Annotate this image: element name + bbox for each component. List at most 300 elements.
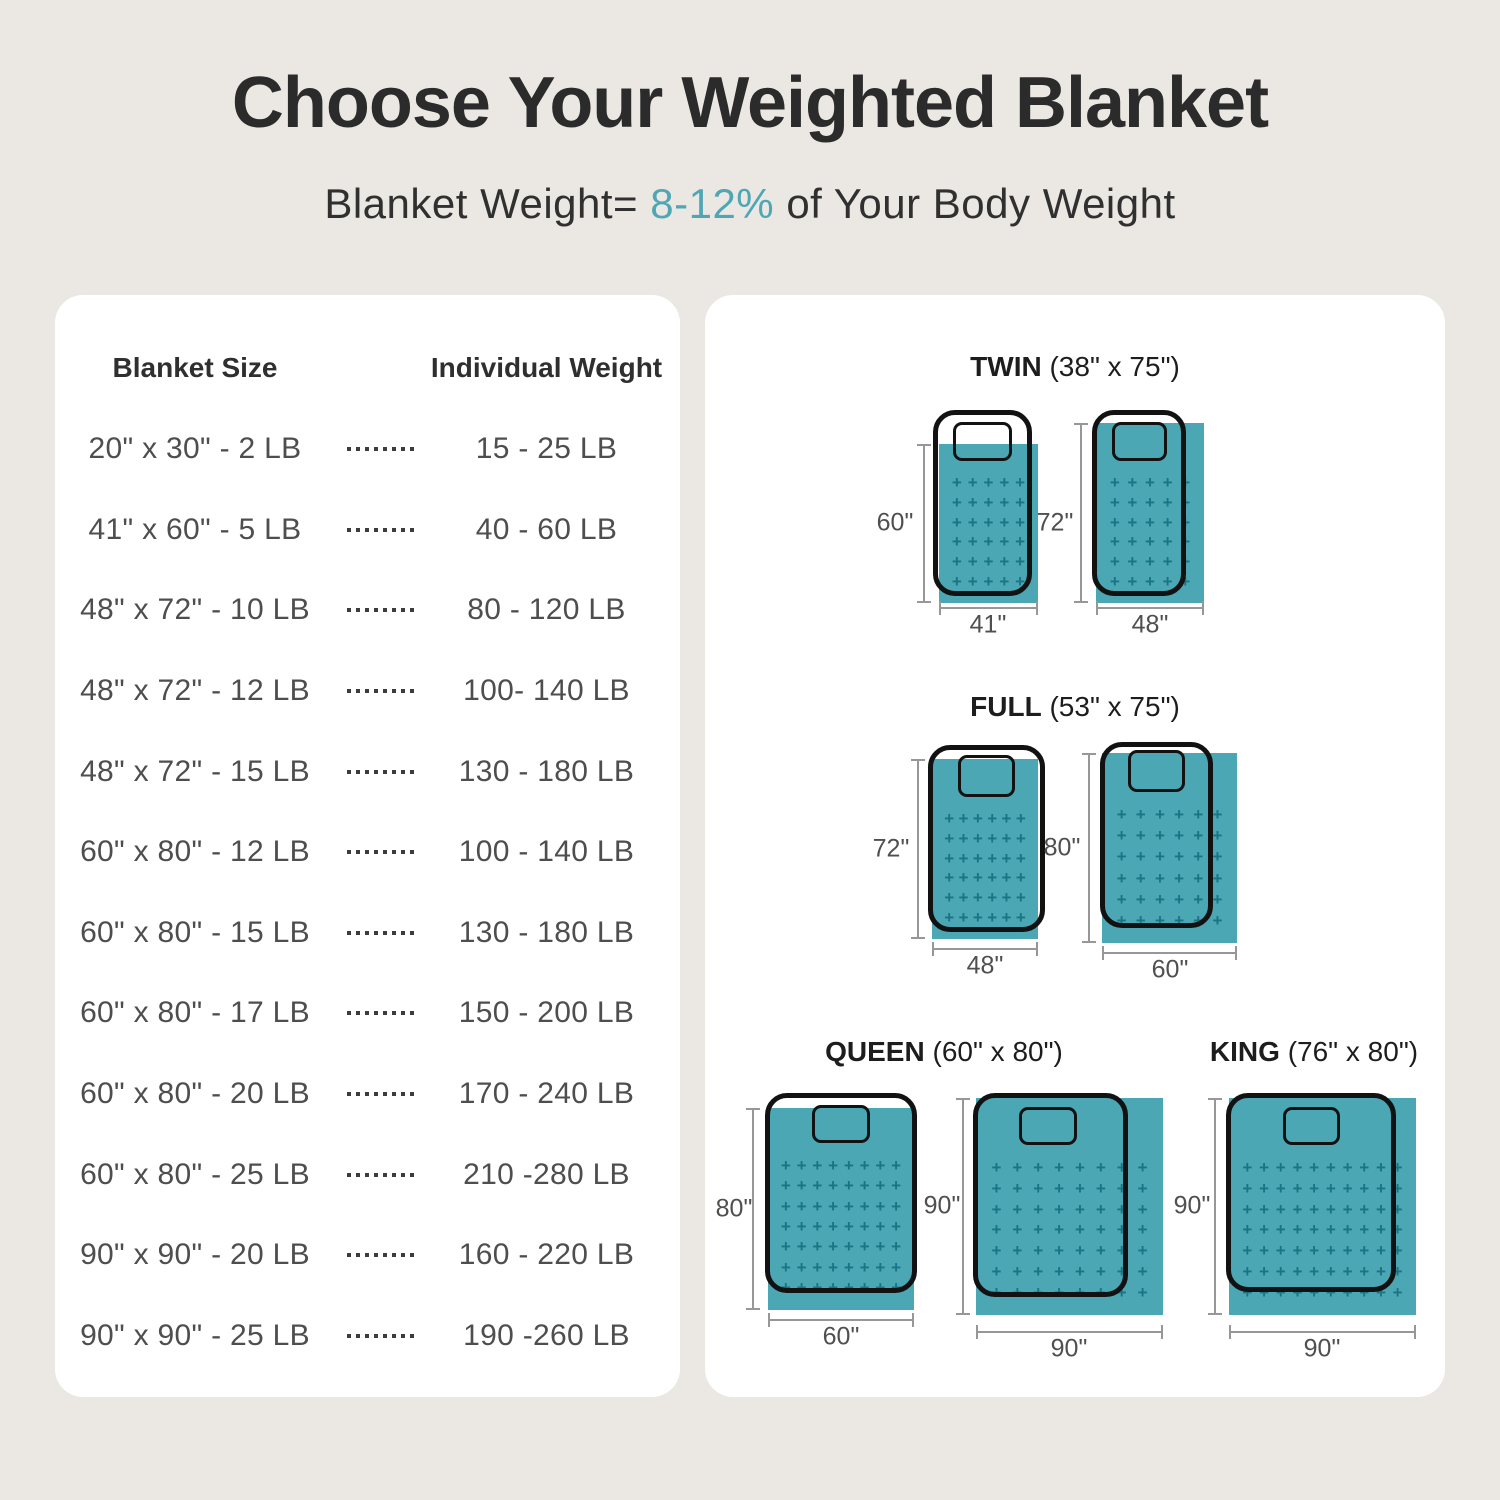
blanket-size-cell: 90" x 90" - 25 LB (80, 1318, 310, 1352)
plus-mark-icon: + (983, 551, 994, 571)
plus-mark-icon: + (859, 1176, 870, 1196)
plus-mark-icon: + (1137, 1199, 1148, 1219)
plus-mark-icon: + (951, 551, 962, 571)
width-dimension-line (1229, 1331, 1416, 1333)
plus-mark-icon: + (1275, 1283, 1286, 1303)
plus-mark-icon: + (843, 1237, 854, 1257)
pillow-outline (1112, 422, 1167, 461)
plus-mark-icon: + (1137, 1262, 1148, 1282)
plus-mark-icon: + (891, 1155, 902, 1175)
plus-mark-icon: + (812, 1216, 823, 1236)
plus-mark-icon: + (1342, 1241, 1353, 1261)
plus-mark-icon: + (972, 907, 983, 927)
subtitle-suffix: of Your Body Weight (774, 180, 1176, 227)
plus-mark-icon: + (1116, 1157, 1127, 1177)
plus-mark-icon: + (796, 1176, 807, 1196)
plus-mark-icon: + (1162, 571, 1173, 591)
dotted-leader (335, 1334, 425, 1338)
plus-mark-icon: + (991, 1199, 1002, 1219)
plus-mark-icon: + (796, 1216, 807, 1236)
individual-weight-cell: 130 - 180 LB (458, 754, 635, 788)
plus-mark-icon: + (983, 492, 994, 512)
plus-mark-icon: + (967, 492, 978, 512)
plus-mark-icon: + (1212, 889, 1223, 909)
plus-mark-icon: + (958, 887, 969, 907)
plus-mark-icon: + (828, 1196, 839, 1216)
plus-mark-icon: + (1242, 1283, 1253, 1303)
plus-mark-icon: + (1012, 1199, 1023, 1219)
plus-mark-icon: + (972, 828, 983, 848)
plus-mark-icon: + (972, 809, 983, 829)
plus-mark-icon: + (1392, 1283, 1403, 1303)
table-row (55, 490, 680, 571)
plus-mark-icon: + (987, 887, 998, 907)
table-row (55, 812, 680, 893)
plus-mark-icon: + (991, 1178, 1002, 1198)
plus-mark-icon: + (1012, 1283, 1023, 1303)
plus-mark-icon: + (859, 1216, 870, 1236)
plus-mark-icon: + (958, 828, 969, 848)
dotted-leader (335, 931, 425, 935)
plus-mark-icon: + (1116, 1220, 1127, 1240)
plus-mark-icon: + (1242, 1220, 1253, 1240)
queen-dims: (60" x 80") (932, 1036, 1063, 1067)
height-dimension-label: 60" (876, 508, 914, 537)
blanket-size-cell: 41" x 60" - 5 LB (88, 512, 302, 546)
plus-mark-icon: + (967, 473, 978, 493)
plus-mark-icon: + (944, 907, 955, 927)
plus-mark-icon: + (1193, 847, 1204, 867)
plus-mark-icon: + (812, 1237, 823, 1257)
plus-mark-icon: + (1054, 1220, 1065, 1240)
plus-mark-icon: + (1145, 473, 1155, 493)
plus-mark-icon: + (780, 1176, 791, 1196)
plus-mark-icon: + (1180, 492, 1191, 512)
plus-mark-icon: + (972, 887, 983, 907)
plus-mark-icon: + (1242, 1199, 1253, 1219)
plus-mark-icon: + (859, 1257, 870, 1277)
plus-mark-icon: + (944, 828, 955, 848)
king-dims: (76" x 80") (1287, 1036, 1419, 1067)
plus-mark-icon: + (1193, 910, 1204, 930)
table-row (55, 1296, 680, 1377)
plus-mark-icon: + (1074, 1241, 1085, 1261)
plus-mark-icon: + (1292, 1157, 1303, 1177)
plus-mark-icon: + (1015, 907, 1026, 927)
plus-mark-icon: + (1054, 1283, 1065, 1303)
plus-mark-icon: + (843, 1278, 854, 1298)
plus-mark-icon: + (1095, 1178, 1106, 1198)
plus-mark-icon: + (1145, 492, 1155, 512)
plus-mark-icon: + (987, 868, 998, 888)
plus-mark-icon: + (780, 1237, 791, 1257)
width-dimension-line (939, 607, 1038, 609)
plus-mark-icon: + (1242, 1157, 1253, 1177)
plus-mark-icon: + (1074, 1220, 1085, 1240)
plus-mark-icon: + (1109, 473, 1120, 493)
width-dimension-line (768, 1319, 914, 1321)
plus-mark-icon: + (1359, 1220, 1370, 1240)
plus-mark-icon: + (1174, 805, 1185, 825)
plus-mark-icon: + (1375, 1241, 1386, 1261)
plus-mark-icon: + (1054, 1178, 1065, 1198)
plus-mark-icon: + (1359, 1157, 1370, 1177)
plus-mark-icon: + (1127, 512, 1138, 532)
plus-mark-icon: + (1180, 512, 1191, 532)
plus-mark-icon: + (1174, 889, 1185, 909)
plus-mark-icon: + (843, 1196, 854, 1216)
width-dimension-line (1096, 607, 1204, 609)
plus-mark-icon: + (1145, 571, 1155, 591)
plus-mark-icon: + (891, 1257, 902, 1277)
plus-mark-icon: + (891, 1196, 902, 1216)
plus-mark-icon: + (1001, 887, 1012, 907)
plus-mark-icon: + (1054, 1157, 1065, 1177)
individual-weight-cell: 15 - 25 LB (475, 432, 618, 466)
plus-mark-icon: + (999, 473, 1010, 493)
plus-mark-icon: + (1309, 1241, 1320, 1261)
plus-mark-icon: + (972, 848, 983, 868)
plus-mark-icon: + (1137, 1220, 1148, 1240)
plus-mark-icon: + (1015, 512, 1026, 532)
plus-mark-icon: + (1109, 571, 1120, 591)
plus-mark-icon: + (1135, 847, 1146, 867)
plus-mark-icon: + (1275, 1220, 1286, 1240)
plus-mark-icon: + (812, 1155, 823, 1175)
plus-mark-icon: + (1074, 1157, 1085, 1177)
plus-mark-icon: + (780, 1155, 791, 1175)
plus-mark-icon: + (1375, 1262, 1386, 1282)
plus-mark-icon: + (1275, 1157, 1286, 1177)
plus-mark-icon: + (944, 868, 955, 888)
plus-mark-icon: + (1259, 1199, 1269, 1219)
plus-mark-icon: + (1174, 847, 1185, 867)
dotted-leader (335, 770, 425, 774)
plus-mark-icon: + (843, 1176, 854, 1196)
width-dimension-label: 60" (1151, 955, 1189, 984)
pillow-outline (958, 755, 1015, 797)
plus-mark-icon: + (1033, 1157, 1044, 1177)
plus-mark-icon: + (1015, 848, 1026, 868)
plus-mark-icon: + (1392, 1220, 1403, 1240)
plus-mark-icon: + (1180, 473, 1191, 493)
table-row (55, 893, 680, 974)
plus-mark-icon: + (828, 1176, 839, 1196)
plus-mark-icon: + (987, 828, 998, 848)
individual-weight-cell: 160 - 220 LB (458, 1238, 635, 1272)
plus-mark-icon: + (1375, 1199, 1386, 1219)
plus-mark-icon: + (859, 1196, 870, 1216)
plus-mark-icon: + (1375, 1220, 1386, 1240)
plus-mark-icon: + (828, 1237, 839, 1257)
plus-mark-icon: + (1309, 1199, 1320, 1219)
page-subtitle (0, 180, 1500, 228)
height-dimension-line (1214, 1098, 1216, 1315)
width-dimension-label: 48" (966, 951, 1004, 980)
dotted-leader (335, 1173, 425, 1177)
plus-mark-icon: + (944, 887, 955, 907)
plus-mark-icon: + (1375, 1283, 1386, 1303)
plus-mark-icon: + (1154, 847, 1165, 867)
plus-mark-icon: + (1116, 826, 1127, 846)
individual-weight-cell: 190 -260 LB (463, 1318, 630, 1352)
plus-mark-icon: + (1116, 805, 1127, 825)
plus-mark-icon: + (1392, 1262, 1403, 1282)
plus-mark-icon: + (967, 532, 978, 552)
column-header-blanket-size: Blanket Size (112, 352, 278, 383)
plus-mark-icon: + (1135, 889, 1146, 909)
individual-weight-cell: 40 - 60 LB (475, 512, 618, 546)
plus-mark-icon: + (951, 492, 962, 512)
plus-mark-icon: + (1325, 1199, 1336, 1219)
plus-mark-icon: + (796, 1257, 807, 1277)
plus-mark-icon: + (780, 1216, 791, 1236)
plus-mark-icon: + (875, 1257, 886, 1277)
plus-mark-icon: + (1145, 532, 1155, 552)
plus-mark-icon: + (1359, 1262, 1370, 1282)
plus-mark-icon: + (991, 1220, 1002, 1240)
height-dimension-label: 90" (923, 1191, 961, 1220)
plus-mark-icon: + (1116, 1262, 1127, 1282)
plus-mark-icon: + (1309, 1157, 1320, 1177)
plus-mark-icon: + (812, 1257, 823, 1277)
mattress-diagrams-card (705, 295, 1445, 1397)
blanket-size-cell: 90" x 90" - 20 LB (80, 1238, 310, 1272)
plus-mark-icon: + (1033, 1241, 1044, 1261)
section-header-full (705, 691, 1445, 723)
plus-mark-icon: + (1015, 868, 1026, 888)
plus-mark-icon: + (1180, 551, 1191, 571)
plus-mark-icon: + (875, 1278, 886, 1298)
individual-weight-cell: 170 - 240 LB (458, 1077, 635, 1111)
plus-mark-icon: + (875, 1176, 886, 1196)
twin-label: TWIN (970, 351, 1042, 382)
plus-mark-icon: + (1109, 551, 1120, 571)
table-row (55, 731, 680, 812)
plus-mark-icon: + (1309, 1262, 1320, 1282)
plus-mark-icon: + (1127, 532, 1138, 552)
plus-mark-icon: + (1054, 1199, 1065, 1219)
plus-mark-icon: + (1033, 1262, 1044, 1282)
plus-mark-icon: + (1174, 910, 1185, 930)
pillow-outline (812, 1105, 870, 1143)
width-dimension-label: 48" (1131, 610, 1169, 639)
blanket-size-cell: 60" x 80" - 25 LB (80, 1157, 310, 1191)
plus-mark-icon: + (1116, 1199, 1127, 1219)
plus-mark-icon: + (1392, 1241, 1403, 1261)
plus-mark-icon: + (1116, 868, 1127, 888)
plus-mark-icon: + (1359, 1283, 1370, 1303)
plus-mark-icon: + (875, 1237, 886, 1257)
plus-mark-icon: + (1145, 551, 1155, 571)
plus-mark-icon: + (1012, 1178, 1023, 1198)
plus-mark-icon: + (987, 907, 998, 927)
plus-mark-icon: + (812, 1278, 823, 1298)
plus-mark-icon: + (1242, 1241, 1253, 1261)
plus-mark-icon: + (1012, 1157, 1023, 1177)
plus-mark-icon: + (1212, 805, 1223, 825)
plus-mark-icon: + (1259, 1157, 1269, 1177)
plus-mark-icon: + (1001, 907, 1012, 927)
dotted-leader (335, 850, 425, 854)
plus-mark-icon: + (859, 1278, 870, 1298)
height-dimension-line (923, 444, 925, 603)
blanket-size-cell: 48" x 72" - 12 LB (80, 674, 310, 708)
plus-mark-icon: + (991, 1241, 1002, 1261)
plus-mark-icon: + (1359, 1199, 1370, 1219)
plus-mark-icon: + (1392, 1199, 1403, 1219)
size-table-card (55, 295, 680, 1397)
height-dimension-label: 72" (1036, 508, 1074, 537)
plus-mark-icon: + (958, 907, 969, 927)
blanket-size-cell: 48" x 72" - 15 LB (80, 754, 310, 788)
plus-mark-icon: + (1074, 1283, 1085, 1303)
individual-weight-cell: 80 - 120 LB (467, 593, 626, 627)
plus-mark-icon: + (843, 1216, 854, 1236)
plus-mark-icon: + (1015, 551, 1026, 571)
plus-mark-icon: + (1342, 1220, 1353, 1240)
height-dimension-label: 80" (715, 1194, 753, 1223)
plus-mark-icon: + (967, 571, 978, 591)
plus-mark-icon: + (983, 473, 994, 493)
plus-mark-icon: + (1015, 809, 1026, 829)
dotted-leader (335, 608, 425, 612)
blanket-size-cell: 48" x 72" - 10 LB (80, 593, 310, 627)
plus-mark-icon: + (951, 473, 962, 493)
plus-mark-icon: + (1162, 551, 1173, 571)
plus-mark-icon: + (1174, 826, 1185, 846)
plus-mark-icon: + (796, 1237, 807, 1257)
plus-mark-icon: + (1015, 473, 1026, 493)
subtitle-accent-percentage: 8-12% (650, 180, 775, 227)
plus-mark-icon: + (983, 532, 994, 552)
height-dimension-line (917, 759, 919, 939)
plus-mark-icon: + (1259, 1178, 1269, 1198)
plus-mark-icon: + (1137, 1178, 1148, 1198)
plus-mark-icon: + (987, 848, 998, 868)
height-dimension-line (1080, 423, 1082, 603)
height-dimension-line (1088, 753, 1090, 943)
plus-mark-icon: + (1162, 512, 1173, 532)
plus-mark-icon: + (1154, 889, 1165, 909)
plus-mark-icon: + (1193, 889, 1204, 909)
plus-mark-icon: + (1392, 1157, 1403, 1177)
plus-mark-icon: + (1135, 910, 1146, 930)
blanket-size-cell: 60" x 80" - 12 LB (80, 835, 310, 869)
pillow-outline (1019, 1107, 1077, 1145)
plus-mark-icon: + (1116, 847, 1127, 867)
plus-mark-icon: + (1154, 805, 1165, 825)
dotted-leader (335, 447, 425, 451)
plus-mark-icon: + (1127, 473, 1138, 493)
plus-mark-icon: + (1015, 887, 1026, 907)
plus-mark-icon: + (1001, 848, 1012, 868)
plus-mark-icon: + (1001, 828, 1012, 848)
plus-mark-icon: + (1375, 1178, 1386, 1198)
plus-mark-icon: + (1242, 1178, 1253, 1198)
table-row (55, 973, 680, 1054)
plus-mark-icon: + (812, 1196, 823, 1216)
plus-mark-icon: + (951, 571, 962, 591)
width-dimension-line (976, 1331, 1163, 1333)
plus-mark-icon: + (1325, 1220, 1336, 1240)
plus-mark-icon: + (1127, 571, 1138, 591)
plus-mark-icon: + (1309, 1178, 1320, 1198)
plus-mark-icon: + (1174, 868, 1185, 888)
plus-mark-icon: + (1292, 1220, 1303, 1240)
plus-mark-icon: + (843, 1155, 854, 1175)
plus-mark-icon: + (1180, 571, 1191, 591)
table-row (55, 409, 680, 490)
plus-mark-icon: + (1033, 1178, 1044, 1198)
plus-mark-icon: + (1292, 1199, 1303, 1219)
plus-mark-icon: + (1054, 1262, 1065, 1282)
plus-mark-icon: + (828, 1216, 839, 1236)
plus-mark-icon: + (1342, 1262, 1353, 1282)
plus-mark-icon: + (983, 571, 994, 591)
plus-mark-icon: + (1137, 1283, 1148, 1303)
twin-dims: (38" x 75") (1049, 351, 1180, 382)
plus-mark-icon: + (828, 1257, 839, 1277)
plus-mark-icon: + (1325, 1157, 1336, 1177)
plus-mark-icon: + (1074, 1178, 1085, 1198)
plus-mark-icon: + (1033, 1199, 1044, 1219)
plus-mark-icon: + (1116, 889, 1127, 909)
plus-mark-icon: + (1154, 868, 1165, 888)
plus-mark-icon: + (1193, 805, 1204, 825)
individual-weight-cell: 100 - 140 LB (458, 835, 635, 869)
plus-mark-icon: + (951, 512, 962, 532)
plus-mark-icon: + (1325, 1262, 1336, 1282)
plus-mark-icon: + (1292, 1178, 1303, 1198)
plus-mark-icon: + (1325, 1283, 1336, 1303)
plus-mark-icon: + (859, 1237, 870, 1257)
plus-mark-icon: + (958, 848, 969, 868)
plus-mark-icon: + (1001, 868, 1012, 888)
plus-mark-icon: + (1275, 1199, 1286, 1219)
dotted-leader (335, 689, 425, 693)
plus-mark-icon: + (991, 1262, 1002, 1282)
plus-mark-icon: + (1212, 910, 1223, 930)
individual-weight-cell: 130 - 180 LB (458, 915, 635, 949)
plus-mark-icon: + (1342, 1178, 1353, 1198)
plus-mark-icon: + (828, 1155, 839, 1175)
pillow-outline (953, 422, 1012, 461)
plus-mark-icon: + (1054, 1241, 1065, 1261)
plus-mark-icon: + (1292, 1283, 1303, 1303)
blanket-size-cell: 60" x 80" - 20 LB (80, 1077, 310, 1111)
dotted-leader (335, 1011, 425, 1015)
plus-mark-icon: + (1154, 910, 1165, 930)
plus-mark-icon: + (796, 1278, 807, 1298)
plus-mark-icon: + (1145, 512, 1155, 532)
plus-mark-icon: + (1116, 1241, 1127, 1261)
plus-mark-icon: + (1342, 1199, 1353, 1219)
plus-mark-icon: + (1095, 1262, 1106, 1282)
plus-mark-icon: + (1275, 1178, 1286, 1198)
plus-mark-icon: + (1342, 1157, 1353, 1177)
plus-mark-icon: + (1212, 868, 1223, 888)
plus-mark-icon: + (1292, 1241, 1303, 1261)
plus-mark-icon: + (1015, 492, 1026, 512)
plus-mark-icon: + (972, 868, 983, 888)
plus-mark-icon: + (967, 512, 978, 532)
plus-mark-icon: + (780, 1278, 791, 1298)
plus-mark-icon: + (1012, 1241, 1023, 1261)
plus-mark-icon: + (1135, 805, 1146, 825)
plus-mark-icon: + (1180, 532, 1191, 552)
plus-mark-icon: + (958, 809, 969, 829)
